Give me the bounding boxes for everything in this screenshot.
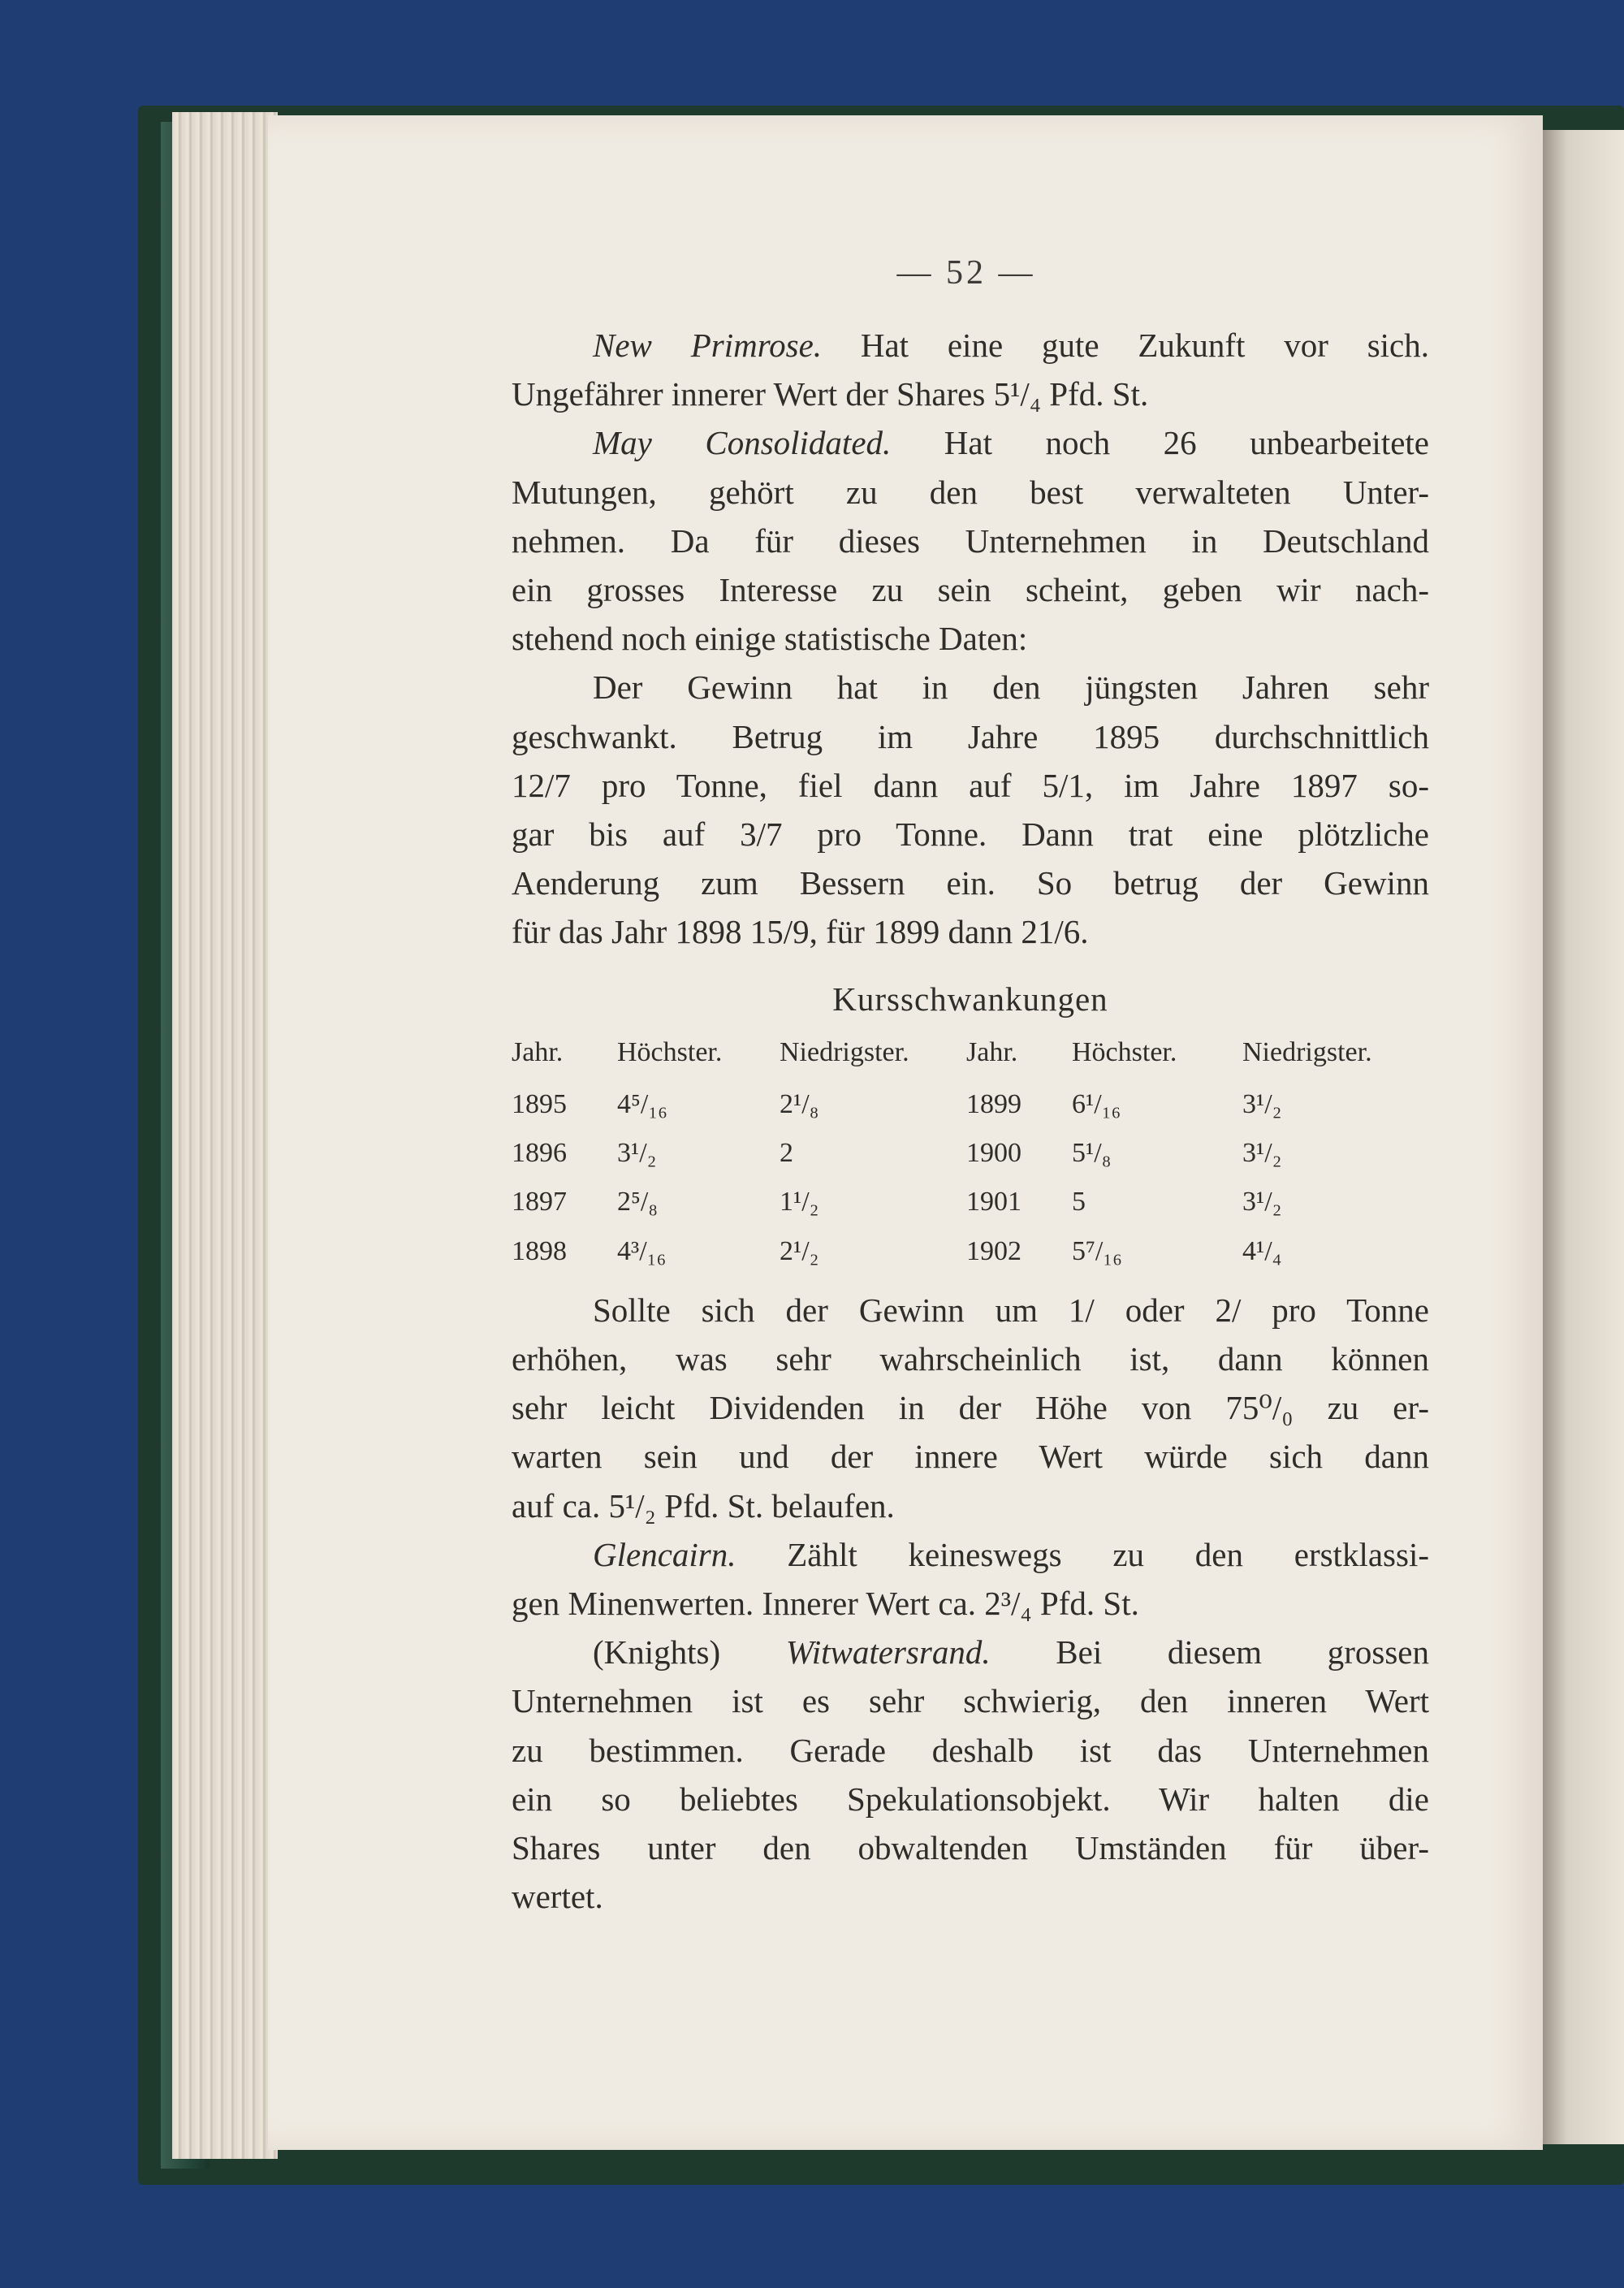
text-line [512,321,1429,370]
text-line: zu bestimmen. Gerade deshalb ist das Unternehmen [512,1731,1429,1769]
cell-low: 1¹/₂ [780,1187,819,1218]
cell-year: 1901 [966,1187,1021,1218]
cell-low: 2 [780,1138,793,1169]
cell-year: 1897 [512,1187,567,1218]
cell-low: 2¹/₈ [780,1089,819,1120]
line-prefix: (Knights) [593,1633,786,1672]
text-line: erhöhen, was sehr wahrscheinlich ist, dann können [512,1340,1429,1378]
text-line: geschwankt. Betrug im Jahre 1895 durchschnittlich [512,717,1429,755]
header-low-2: Niedrigster. [1242,1036,1372,1067]
text-line: Ungefährer innerer Wert der Shares 5¹/₄ Pfd. St. [512,375,1149,413]
text-line: gen Minenwerten. Innerer Wert ca. 2³/₄ Pfd. St. [512,1585,1139,1623]
table-row [512,1129,1429,1178]
text-line: wertet. [512,1878,603,1916]
paragraph [512,418,1429,663]
cell-high: 3¹/₂ [617,1138,657,1169]
cell-high: 5⁷/₁₆ [1072,1235,1123,1266]
text-line: stehend noch einige statistische Daten: [512,620,1028,658]
page-number: — 52 — [896,254,1036,292]
paragraph [512,321,1429,418]
text-line: für das Jahr 1898 15/9, für 1899 dann 21/6. [512,913,1089,951]
text-line: Aenderung zum Bessern ein. So betrug der Gewinn [512,864,1429,902]
paragraph [512,663,1429,956]
paragraph [512,1286,1429,1530]
line-text: Bei diesem grossen [990,1633,1429,1672]
table-row [512,1178,1429,1226]
cell-high: 2⁵/₈ [617,1187,659,1218]
header-high-2: Höchster. [1072,1036,1177,1067]
cell-year: 1899 [966,1089,1021,1120]
cell-low: 3¹/₂ [1242,1187,1282,1218]
company-name: Witwatersrand. [785,1633,991,1672]
text-line: auf ca. 5¹/₂ Pfd. St. belaufen. [512,1486,895,1525]
cell-year: 1902 [966,1235,1021,1266]
company-name: Glencairn. [593,1535,736,1573]
page-stack [172,112,278,2159]
cell-low: 2¹/₂ [780,1235,819,1266]
cell-year: 1900 [966,1138,1021,1169]
paragraph [512,1628,1429,1921]
text-line: Unternehmen ist es sehr schwierig, den inneren Wert [512,1682,1429,1720]
header-high-1: Höchster. [617,1036,723,1067]
paragraph [512,1530,1429,1628]
cell-year: 1895 [512,1089,567,1120]
page-text [512,321,1429,1922]
text-line: 12/7 pro Tonne, fiel dann auf 5/1, im Jahre 1897 so- [512,766,1429,804]
header-year-2: Jahr. [966,1036,1018,1067]
company-name: May Consolidated. [593,424,892,462]
line-text: Hat noch 26 unbearbeitete [891,424,1429,462]
cell-high: 6¹/₁₆ [1072,1089,1121,1120]
text-line: Mutungen, gehört zu den best verwalteten Unter- [512,473,1429,511]
text-line: gar bis auf 3/7 pro Tonne. Dann trat eine plötzliche [512,815,1429,854]
table-row [512,1080,1429,1129]
table-header-row [512,1028,1429,1080]
text-line [512,1628,1429,1676]
header-low-1: Niedrigster. [780,1036,909,1067]
text-line: nehmen. Da für dieses Unternehmen in Deutschland [512,521,1429,560]
header-year-1: Jahr. [512,1036,564,1067]
cell-high: 5 [1072,1187,1086,1218]
cell-year: 1898 [512,1235,567,1266]
text-line: warten sein und der innere Wert würde sich dann [512,1438,1429,1476]
cell-low: 4¹/₄ [1242,1235,1282,1266]
text-line [512,1530,1429,1579]
cell-high: 5¹/₈ [1072,1138,1112,1169]
text-line [512,418,1429,467]
line-text: Zählt keineswegs zu den erstklassi- [736,1535,1429,1573]
cell-low: 3¹/₂ [1242,1089,1282,1120]
facing-page-edge [1543,130,1624,2144]
price-fluctuation-table [512,1028,1429,1276]
cell-high: 4³/₁₆ [617,1235,667,1266]
paragraphs-bottom [512,1286,1429,1922]
cell-low: 3¹/₂ [1242,1138,1282,1169]
table-title: Kursschwankungen [832,980,1108,1018]
text-line: Sollte sich der Gewinn um 1/ oder 2/ pro Tonne [593,1291,1429,1329]
text-line: ein so beliebtes Spekulationsobjekt. Wir halten die [512,1780,1429,1818]
text-line: ein grosses Interesse zu sein scheint, geben wir nach- [512,571,1429,609]
text-line: Der Gewinn hat in den jüngsten Jahren sehr [593,668,1429,707]
cell-year: 1896 [512,1138,567,1169]
company-name: New Primrose. [593,327,823,364]
line-text: Hat eine gute Zukunft vor sich. [822,327,1429,364]
cell-high: 4⁵/₁₆ [617,1089,668,1120]
text-line: sehr leicht Dividenden in der Höhe von 75⁰/₀ zu er- [512,1389,1429,1427]
text-line: Shares unter den obwaltenden Umständen für über- [512,1829,1429,1867]
paragraphs-top [512,321,1429,957]
table-row [512,1227,1429,1276]
